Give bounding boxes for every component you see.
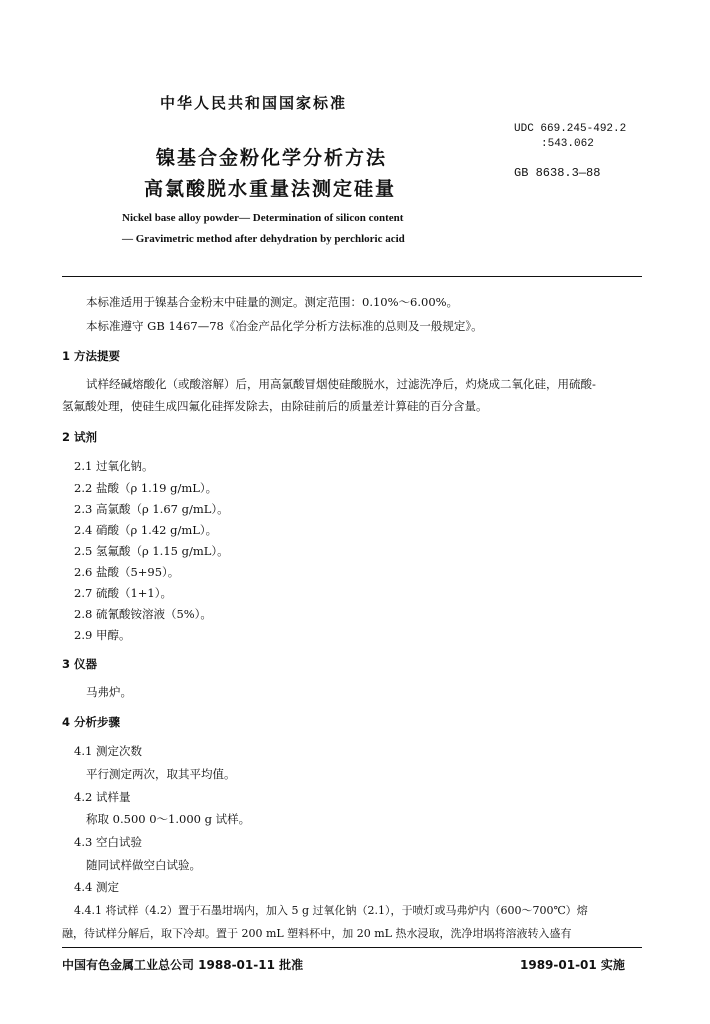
section-4-heading: 4 分析步骤	[62, 715, 121, 729]
subsection-4-2-title: 4.2 试样量	[74, 790, 131, 804]
reagent-item: 2.9 甲醇。	[74, 628, 131, 642]
subsection-4-4-1-line2: 融，待试样分解后，取下冷却。置于 200 mL 塑料杯中，加 20 mL 热水浸取，洗净坩埚将溶液转入盛有	[62, 927, 572, 940]
approval-date: 中国有色金属工业总公司 1988-01-11 批准	[62, 958, 304, 972]
effective-date: 1989-01-01 实施	[520, 958, 625, 972]
english-title-line1: Nickel base alloy powder— Determination of silicon content	[122, 212, 404, 224]
section-2-heading: 2 试剂	[62, 430, 98, 444]
section-1-heading: 1 方法提要	[62, 349, 121, 363]
header-divider	[62, 276, 642, 277]
reagent-item: 2.6 盐酸（5+95）。	[74, 565, 180, 579]
reagent-item: 2.4 硝酸（ρ 1.42 g/mL）。	[74, 523, 218, 537]
reagent-item: 2.7 硫酸（1+1）。	[74, 586, 172, 600]
gb-code: GB 8638.3—88	[514, 166, 601, 180]
reagent-item: 2.8 硫氰酸铵溶液（5%）。	[74, 607, 212, 621]
section-3-heading: 3 仪器	[62, 657, 98, 671]
subsection-4-4-title: 4.4 测定	[74, 880, 119, 894]
section-1-text-line1: 试样经碱熔酸化（或酸溶解）后，用高氯酸冒烟使硅酸脱水，过滤洗净后，灼烧成二氧化硅，用硫酸-	[86, 377, 596, 391]
footer-divider	[62, 947, 642, 948]
subsection-4-1-text: 平行测定两次，取其平均值。	[86, 767, 236, 781]
udc-code-line2: :543.062	[541, 138, 594, 150]
subsection-4-3-text: 随同试样做空白试验。	[86, 858, 201, 872]
subsection-4-2-text: 称取 0.500 0～1.000 g 试样。	[86, 812, 251, 826]
intro-scope-paragraph: 本标准适用于镍基合金粉末中硅量的测定。测定范围：0.10%～6.00%。	[86, 295, 459, 309]
national-standard-heading: 中华人民共和国国家标准	[160, 94, 348, 112]
intro-compliance-paragraph: 本标准遵守 GB 1467—78《冶金产品化学分析方法标准的总则及一般规定》。	[86, 319, 483, 333]
subsection-4-1-title: 4.1 测定次数	[74, 744, 142, 758]
reagent-item: 2.2 盐酸（ρ 1.19 g/mL）。	[74, 481, 218, 495]
reagent-item: 2.5 氢氟酸（ρ 1.15 g/mL）。	[74, 544, 229, 558]
section-3-text: 马弗炉。	[86, 685, 132, 699]
document-title-line1: 镍基合金粉化学分析方法	[156, 147, 388, 169]
section-1-text-line2: 氢氟酸处理，使硅生成四氟化硅挥发除去，由除硅前后的质量差计算硅的百分含量。	[62, 399, 488, 413]
english-title-line2: — Gravimetric method after dehydration by perchloric acid	[122, 233, 405, 245]
subsection-4-4-1-line1: 4.4.1 将试样（4.2）置于石墨坩埚内，加入 5 g 过氧化钠（2.1），于喷灯或马弗炉内（600～700℃）熔	[74, 904, 588, 917]
udc-code-line1: UDC 669.245-492.2	[514, 123, 627, 135]
reagent-item: 2.3 高氯酸（ρ 1.67 g/mL）。	[74, 502, 229, 516]
reagent-item: 2.1 过氧化钠。	[74, 459, 154, 473]
subsection-4-3-title: 4.3 空白试验	[74, 835, 142, 849]
document-title-line2: 高氯酸脱水重量法测定硅量	[144, 178, 397, 200]
